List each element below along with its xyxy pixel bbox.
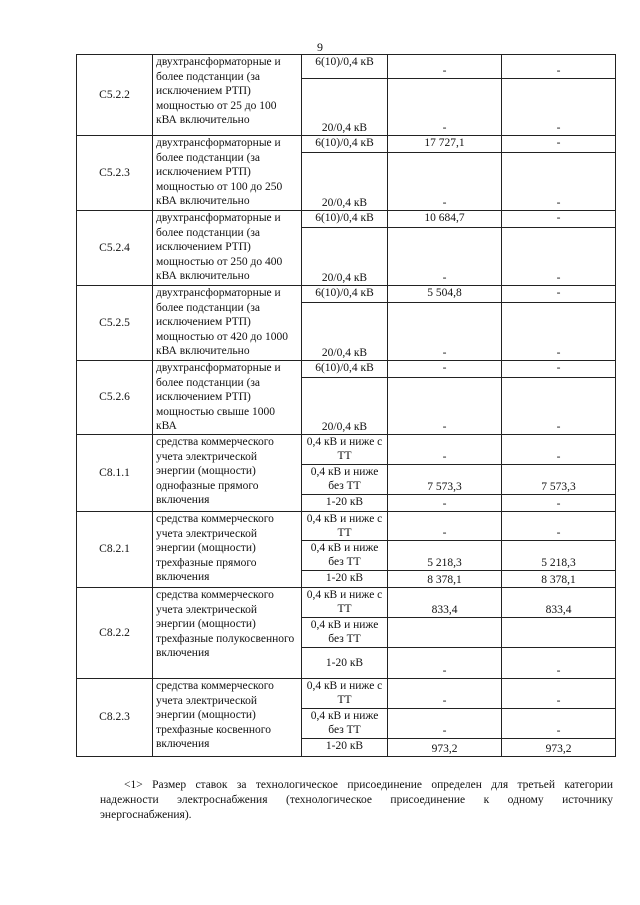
row-description: средства коммерческого учета электрической энергии (мощности) трехфазные прямого включения xyxy=(153,512,302,588)
voltage-cell: 20/0,4 кВ xyxy=(302,79,388,136)
value-cell xyxy=(502,618,616,648)
value-cell: - xyxy=(502,153,616,211)
value-cell: - xyxy=(388,153,502,211)
voltage-cell: 0,4 кВ и ниже без ТТ xyxy=(302,618,388,648)
voltage-cell: 0,4 кВ и ниже с ТТ xyxy=(302,679,388,709)
value-cell: 17 727,1 xyxy=(388,136,502,153)
value-cell: - xyxy=(502,55,616,79)
value-cell: 973,2 xyxy=(502,739,616,757)
footnote: <1> Размер ставок за технологическое присоединение определен для третьей категории надежности электроснабжения (технологическое присоединение к одному источнику энергоснабжения). xyxy=(100,779,613,821)
value-cell: - xyxy=(388,495,502,512)
table-row xyxy=(77,211,616,228)
value-cell: - xyxy=(388,228,502,286)
rate-table xyxy=(76,54,616,757)
value-cell xyxy=(388,618,502,648)
value-cell: - xyxy=(502,648,616,679)
value-cell: - xyxy=(502,136,616,153)
table-row xyxy=(77,512,616,541)
value-cell: - xyxy=(502,79,616,136)
value-cell: - xyxy=(502,361,616,378)
value-cell: - xyxy=(502,228,616,286)
voltage-cell: 0,4 кВ и ниже с ТТ xyxy=(302,435,388,465)
row-description: двухтрансформаторные и более подстанции (за исключением РТП) мощностью от 100 до 250 кВА включительно xyxy=(153,136,302,211)
value-cell: 5 504,8 xyxy=(388,286,502,303)
voltage-cell: 0,4 кВ и ниже с ТТ xyxy=(302,512,388,541)
row-code: С8.2.1 xyxy=(77,512,153,588)
voltage-cell: 20/0,4 кВ xyxy=(302,303,388,361)
value-cell: - xyxy=(388,378,502,435)
row-code: С8.2.3 xyxy=(77,679,153,757)
table-row xyxy=(77,361,616,378)
table-row xyxy=(77,136,616,153)
value-cell: - xyxy=(502,303,616,361)
value-cell: 5 218,3 xyxy=(502,541,616,571)
value-cell: 973,2 xyxy=(388,739,502,757)
value-cell: - xyxy=(388,361,502,378)
voltage-cell: 0,4 кВ и ниже без ТТ xyxy=(302,709,388,739)
row-description: двухтрансформаторные и более подстанции (за исключением РТП) мощностью от 25 до 100 кВА включительно xyxy=(153,55,302,136)
value-cell: - xyxy=(502,679,616,709)
value-cell: - xyxy=(502,286,616,303)
value-cell: 10 684,7 xyxy=(388,211,502,228)
voltage-cell: 6(10)/0,4 кВ xyxy=(302,136,388,153)
voltage-cell: 20/0,4 кВ xyxy=(302,378,388,435)
value-cell: 5 218,3 xyxy=(388,541,502,571)
voltage-cell: 20/0,4 кВ xyxy=(302,153,388,211)
row-code: С8.2.2 xyxy=(77,588,153,679)
table-row xyxy=(77,679,616,709)
value-cell: - xyxy=(388,79,502,136)
value-cell: - xyxy=(388,512,502,541)
row-code: С5.2.6 xyxy=(77,361,153,435)
value-cell: - xyxy=(388,435,502,465)
value-cell: 7 573,3 xyxy=(388,465,502,495)
row-description: средства коммерческого учета электрической энергии (мощности) трехфазные косвенного включения xyxy=(153,679,302,757)
voltage-cell: 1-20 кВ xyxy=(302,495,388,512)
value-cell: - xyxy=(388,679,502,709)
voltage-cell: 0,4 кВ и ниже без ТТ xyxy=(302,541,388,571)
row-description: двухтрансформаторные и более подстанции (за исключением РТП) мощностью свыше 1000 кВА xyxy=(153,361,302,435)
table-row xyxy=(77,286,616,303)
value-cell: - xyxy=(388,55,502,79)
voltage-cell: 6(10)/0,4 кВ xyxy=(302,55,388,79)
voltage-cell: 6(10)/0,4 кВ xyxy=(302,361,388,378)
row-description: средства коммерческого учета электрической энергии (мощности) трехфазные полукосвенного включения xyxy=(153,588,302,679)
row-description: двухтрансформаторные и более подстанции (за исключением РТП) мощностью от 250 до 400 кВА включительно xyxy=(153,211,302,286)
value-cell: - xyxy=(388,709,502,739)
voltage-cell: 0,4 кВ и ниже с ТТ xyxy=(302,588,388,618)
value-cell: 833,4 xyxy=(388,588,502,618)
voltage-cell: 20/0,4 кВ xyxy=(302,228,388,286)
value-cell: - xyxy=(502,709,616,739)
value-cell: 8 378,1 xyxy=(388,571,502,588)
voltage-cell: 1-20 кВ xyxy=(302,571,388,588)
value-cell: - xyxy=(502,211,616,228)
value-cell: - xyxy=(502,435,616,465)
row-code: С5.2.5 xyxy=(77,286,153,361)
row-code: С5.2.4 xyxy=(77,211,153,286)
value-cell: - xyxy=(502,495,616,512)
row-description: двухтрансформаторные и более подстанции (за исключением РТП) мощностью от 420 до 1000 кВА включительно xyxy=(153,286,302,361)
value-cell: 833,4 xyxy=(502,588,616,618)
row-code: С5.2.2 xyxy=(77,55,153,136)
value-cell: - xyxy=(502,512,616,541)
voltage-cell: 1-20 кВ xyxy=(302,739,388,757)
value-cell: - xyxy=(502,378,616,435)
row-description: средства коммерческого учета электрической энергии (мощности) однофазные прямого включения xyxy=(153,435,302,512)
voltage-cell: 0,4 кВ и ниже без ТТ xyxy=(302,465,388,495)
voltage-cell: 6(10)/0,4 кВ xyxy=(302,286,388,303)
voltage-cell: 6(10)/0,4 кВ xyxy=(302,211,388,228)
value-cell: 8 378,1 xyxy=(502,571,616,588)
row-code: С8.1.1 xyxy=(77,435,153,512)
table-row xyxy=(77,435,616,465)
table-row xyxy=(77,55,616,79)
row-code: С5.2.3 xyxy=(77,136,153,211)
voltage-cell: 1-20 кВ xyxy=(302,648,388,679)
page-number: 9 xyxy=(317,40,323,54)
value-cell: - xyxy=(388,303,502,361)
value-cell: - xyxy=(388,648,502,679)
value-cell: 7 573,3 xyxy=(502,465,616,495)
table-row xyxy=(77,588,616,618)
